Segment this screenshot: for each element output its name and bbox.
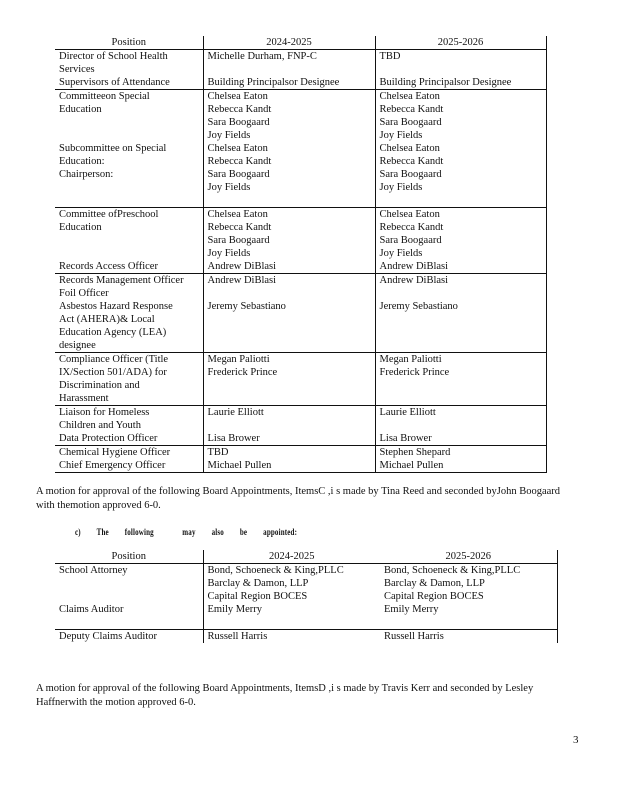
position-cell [55,406,203,446]
position-cell [55,208,203,274]
cell-line: Chelsea Eaton [379,209,440,220]
cell-line: Sara Boogaard [207,235,270,246]
header-2024-2025: 2024-2025 [203,550,380,564]
cell-line: Rebecca Kandt [207,222,272,233]
heading-word: appointed: [263,527,298,537]
page-number: 3 [573,734,579,746]
cell-line: Rebecca Kandt [207,104,272,115]
cell-line: Andrew DiBlasi [379,275,449,286]
cell-line: Chelsea Eaton [379,91,440,102]
cell-line: Joy Fields [207,130,251,141]
cell-line: TBD [207,447,229,458]
cell-line: Andrew DiBlasi [379,261,449,272]
cell-line: Russell Harris [384,631,444,642]
header-2025-2026: 2025-2026 [375,36,546,50]
header-position: Position [55,550,203,564]
heading-word: may [182,527,196,537]
cell-line: Rebecca Kandt [207,156,272,167]
cell-line: Discrimination and [59,380,140,391]
cell-line: School Attorney [59,565,128,576]
cell-line [59,590,203,603]
appointee-2024-2025-cell [203,50,375,90]
cell-line: Michelle Durham, FNP-C [207,51,317,62]
cell-line [380,326,546,339]
cell-line: Building Principalsor Designee [207,77,340,88]
appointee-2024-2025-cell [203,630,380,644]
cell-line: Sara Boogaard [379,235,442,246]
cell-line: Building Principalsor Designee [379,77,512,88]
position-cell [55,50,203,90]
cell-line: Frederick Prince [379,367,450,378]
cell-line [208,194,375,207]
cell-line [380,379,546,392]
cell-line [380,419,546,432]
appointee-2025-2026-cell [375,208,546,274]
cell-line: Liaison for Homeless [59,407,150,418]
heading-word: The [96,527,109,537]
cell-line: Children and Youth [59,420,141,431]
appointee-2025-2026-cell [375,90,546,208]
cell-line: Barclay & Damon, LLP [207,578,309,589]
cell-line: Michael Pullen [207,460,272,471]
cell-line: Deputy Claims Auditor [59,631,157,642]
cell-line: Joy Fields [207,248,251,259]
cell-line: Stephen Shepard [379,447,451,458]
motion-paragraph-c: A motion for approval of the following Board Appointments, ItemsC ,i s made by Tina Reed and seconded byJohn Boogaard with themotion approved 6-0. [36,486,561,511]
cell-line: TBD [379,51,401,62]
cell-line [59,129,203,142]
cell-line: Chemical Hygiene Officer [59,447,171,458]
cell-line: designee [59,340,96,351]
cell-line: Michael Pullen [379,460,444,471]
position-cell [55,353,203,406]
cell-line [59,181,203,194]
header-2024-2025: 2024-2025 [203,36,375,50]
cell-line: Laurie Elliott [207,407,264,418]
heading-word: also [211,527,224,537]
cell-line [208,326,375,339]
cell-line: Andrew DiBlasi [207,261,277,272]
cell-line: Supervisors of Attendance [59,77,170,88]
subsection-heading-c [75,526,311,539]
cell-line: Chelsea Eaton [207,91,268,102]
cell-line: Chelsea Eaton [379,143,440,154]
cell-line: Committee ofPreschool [59,209,159,220]
appointee-2025-2026-cell [375,274,546,353]
table-header-row [55,550,557,564]
cell-line [208,379,375,392]
cell-line: Sara Boogaard [379,117,442,128]
cell-line: Rebecca Kandt [379,222,444,233]
subsection-marker: c) [75,527,81,537]
table-row [55,50,546,90]
cell-line: Chelsea Eaton [207,209,268,220]
cell-line: Committeeon Special [59,91,150,102]
cell-line: Sara Boogaard [379,169,442,180]
cell-line: Foil Officer [59,288,109,299]
cell-line [59,194,203,207]
motion-paragraph-d: A motion for approval of the following Board Appointments, ItemsD ,i s made by Travis Kerr and seconded by Lesley Haffnerwith the motion approved 6-0. [36,683,534,708]
table-row [55,353,546,406]
cell-line: Lisa Brower [207,433,260,444]
cell-line: Megan Paliotti [207,354,270,365]
cell-line [59,234,203,247]
cell-line: Harassment [59,393,109,404]
cell-line: Education Agency (LEA) [59,327,167,338]
cell-line: Subcommittee on Special [59,143,167,154]
appointee-2025-2026-cell [380,630,557,644]
cell-line [380,313,546,326]
cell-line: IX/Section 501/ADA) for [59,367,167,378]
cell-line [380,287,546,300]
position-cell [55,274,203,353]
cell-line: Lisa Brower [379,433,432,444]
cell-line: Chief Emergency Officer [59,460,166,471]
appointee-2024-2025-cell [203,274,375,353]
cell-line [384,616,557,629]
cell-line: Bond, Schoeneck & King,PLLC [207,565,344,576]
cell-line: Frederick Prince [207,367,278,378]
appointee-2024-2025-cell [203,353,375,406]
cell-line [59,577,203,590]
cell-line [208,616,381,629]
cell-line: Sara Boogaard [207,169,270,180]
board-appointments-table [55,36,547,473]
cell-line: Education [59,104,102,115]
cell-line [208,287,375,300]
header-2025-2026: 2025-2026 [380,550,557,564]
cell-line: Andrew DiBlasi [207,275,277,286]
cell-line: Claims Auditor [59,604,124,615]
appointee-2025-2026-cell [375,406,546,446]
cell-line: Act (AHERA)& Local [59,314,155,325]
cell-line [208,419,375,432]
cell-line: Joy Fields [379,130,423,141]
appointee-2025-2026-cell [380,564,557,630]
position-cell [55,564,203,630]
table-row [55,446,546,473]
header-position: Position [55,36,203,50]
position-cell [55,90,203,208]
appointee-2024-2025-cell [203,90,375,208]
table-header-row [55,36,546,50]
cell-line [380,63,546,76]
cell-line: Laurie Elliott [379,407,436,418]
cell-line: Joy Fields [379,182,423,193]
cell-line [208,313,375,326]
cell-line: Chelsea Eaton [207,143,268,154]
cell-line: Barclay & Damon, LLP [384,578,485,589]
appointee-2024-2025-cell [203,564,380,630]
cell-line [380,194,546,207]
cell-line: Director of School Health [59,51,168,62]
cell-line [208,392,375,405]
cell-line: Jeremy Sebastiano [379,301,458,312]
cell-line: Sara Boogaard [207,117,270,128]
cell-line: Jeremy Sebastiano [207,301,286,312]
cell-line: Records Access Officer [59,261,158,272]
cell-line: Education: [59,156,105,167]
additional-appointments-table [55,550,558,643]
cell-line: Data Protection Officer [59,433,158,444]
appointee-2025-2026-cell [375,50,546,90]
cell-line [380,339,546,352]
cell-line: Joy Fields [207,182,251,193]
cell-line: Compliance Officer (Title [59,354,169,365]
cell-line [59,616,203,629]
cell-line: Rebecca Kandt [379,156,444,167]
table-row [55,406,546,446]
cell-line [208,63,375,76]
cell-line: Emily Merry [384,604,439,615]
cell-line: Records Management Officer [59,275,184,286]
cell-line: Rebecca Kandt [379,104,444,115]
cell-line: Joy Fields [379,248,423,259]
cell-line: Megan Paliotti [379,354,442,365]
cell-line [380,392,546,405]
appointee-2025-2026-cell [375,446,546,473]
cell-line: Education [59,222,102,233]
cell-line [59,116,203,129]
heading-word: be [239,527,248,537]
cell-line: Chairperson: [59,169,114,180]
cell-line [208,339,375,352]
appointee-2024-2025-cell [203,208,375,274]
cell-line [59,247,203,260]
appointee-2024-2025-cell [203,446,375,473]
table-row [55,274,546,353]
position-cell [55,446,203,473]
appointee-2025-2026-cell [375,353,546,406]
cell-line: Asbestos Hazard Response [59,301,173,312]
table-row [55,208,546,274]
cell-line: Russell Harris [207,631,268,642]
cell-line: Capital Region BOCES [384,591,484,602]
cell-line: Services [59,64,95,75]
appointee-2024-2025-cell [203,406,375,446]
cell-line: Emily Merry [207,604,263,615]
table-row [55,90,546,208]
table-row [55,630,557,644]
heading-word: following [124,527,154,537]
position-cell [55,630,203,644]
table-row [55,564,557,630]
cell-line: Bond, Schoeneck & King,PLLC [384,565,521,576]
cell-line: Capital Region BOCES [207,591,308,602]
